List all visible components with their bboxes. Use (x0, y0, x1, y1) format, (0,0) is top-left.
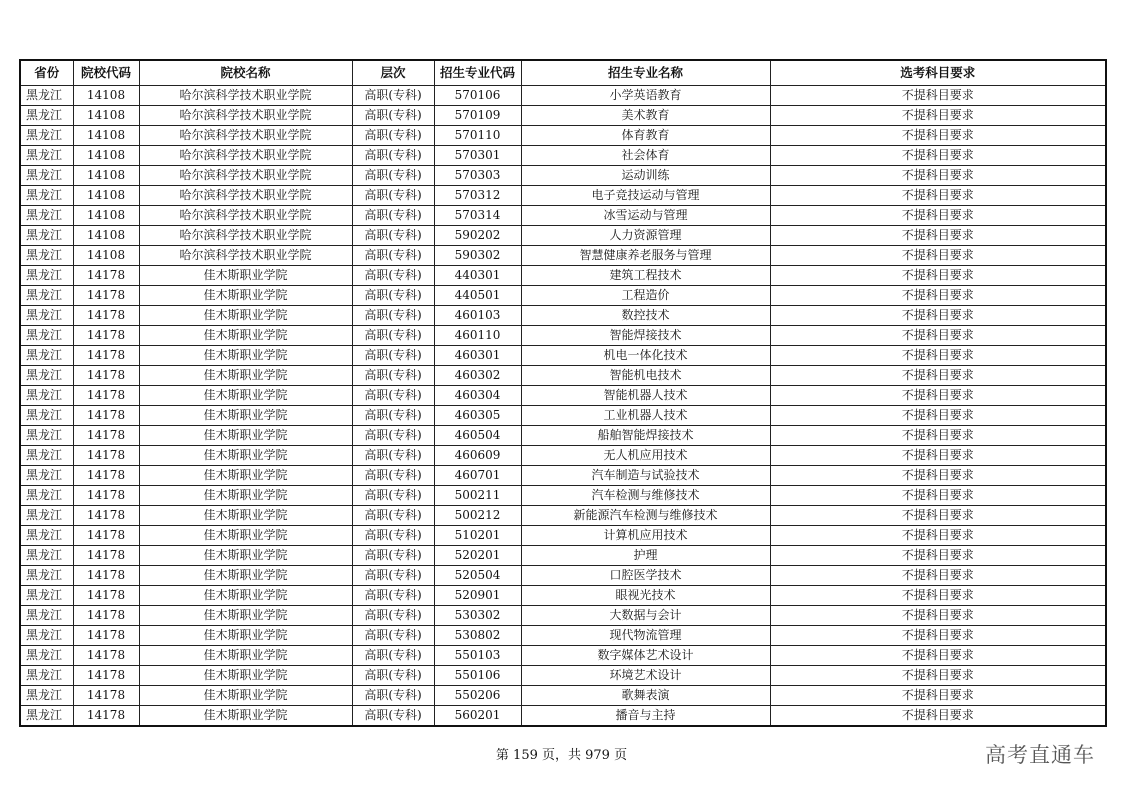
cell-school-code: 14108 (73, 166, 139, 186)
cell-level: 高职(专科) (352, 346, 434, 366)
cell-major-name: 电子竞技运动与管理 (521, 186, 770, 206)
cell-major-code: 520201 (434, 546, 521, 566)
table-row (20, 106, 1106, 126)
cell-school-code: 14178 (73, 266, 139, 286)
cell-major-name: 工业机器人技术 (521, 406, 770, 426)
cell-school-name: 佳木斯职业学院 (139, 626, 352, 646)
cell-subject-requirement: 不提科目要求 (770, 86, 1106, 106)
cell-school-name: 佳木斯职业学院 (139, 686, 352, 706)
cell-major-name: 工程造价 (521, 286, 770, 306)
cell-subject-requirement: 不提科目要求 (770, 666, 1106, 686)
cell-school-code: 14178 (73, 286, 139, 306)
cell-level: 高职(专科) (352, 226, 434, 246)
cell-subject-requirement: 不提科目要求 (770, 226, 1106, 246)
cell-major-code: 460304 (434, 386, 521, 406)
cell-school-code: 14178 (73, 466, 139, 486)
cell-major-name: 建筑工程技术 (521, 266, 770, 286)
cell-major-name: 大数据与会计 (521, 606, 770, 626)
cell-province: 黑龙江 (20, 546, 73, 566)
cell-subject-requirement: 不提科目要求 (770, 586, 1106, 606)
cell-school-name: 哈尔滨科学技术职业学院 (139, 166, 352, 186)
cell-major-code: 460110 (434, 326, 521, 346)
cell-school-code: 14108 (73, 226, 139, 246)
table-row (20, 286, 1106, 306)
cell-subject-requirement: 不提科目要求 (770, 166, 1106, 186)
cell-level: 高职(专科) (352, 126, 434, 146)
cell-major-code: 570301 (434, 146, 521, 166)
cell-major-code: 460504 (434, 426, 521, 446)
cell-school-code: 14178 (73, 506, 139, 526)
table-header (20, 60, 1106, 86)
cell-school-name: 佳木斯职业学院 (139, 286, 352, 306)
table-row (20, 266, 1106, 286)
cell-province: 黑龙江 (20, 326, 73, 346)
cell-subject-requirement: 不提科目要求 (770, 526, 1106, 546)
cell-school-name: 哈尔滨科学技术职业学院 (139, 146, 352, 166)
cell-major-name: 人力资源管理 (521, 226, 770, 246)
cell-subject-requirement: 不提科目要求 (770, 646, 1106, 666)
table-row (20, 246, 1106, 266)
cell-school-name: 佳木斯职业学院 (139, 386, 352, 406)
table-row (20, 186, 1106, 206)
cell-school-code: 14178 (73, 566, 139, 586)
cell-level: 高职(专科) (352, 246, 434, 266)
cell-school-name: 佳木斯职业学院 (139, 406, 352, 426)
cell-major-name: 美术教育 (521, 106, 770, 126)
cell-major-name: 机电一体化技术 (521, 346, 770, 366)
cell-school-name: 佳木斯职业学院 (139, 586, 352, 606)
cell-school-name: 佳木斯职业学院 (139, 266, 352, 286)
cell-level: 高职(专科) (352, 446, 434, 466)
cell-major-name: 口腔医学技术 (521, 566, 770, 586)
cell-major-code: 570312 (434, 186, 521, 206)
cell-level: 高职(专科) (352, 86, 434, 106)
cell-level: 高职(专科) (352, 286, 434, 306)
cell-province: 黑龙江 (20, 86, 73, 106)
cell-school-code: 14178 (73, 606, 139, 626)
table-row (20, 306, 1106, 326)
cell-major-name: 智慧健康养老服务与管理 (521, 246, 770, 266)
cell-school-code: 14178 (73, 646, 139, 666)
cell-school-name: 哈尔滨科学技术职业学院 (139, 126, 352, 146)
cell-school-code: 14178 (73, 586, 139, 606)
cell-major-code: 550206 (434, 686, 521, 706)
cell-subject-requirement: 不提科目要求 (770, 306, 1106, 326)
cell-school-code: 14178 (73, 326, 139, 346)
cell-school-code: 14108 (73, 246, 139, 266)
cell-major-name: 无人机应用技术 (521, 446, 770, 466)
cell-province: 黑龙江 (20, 186, 73, 206)
cell-school-name: 哈尔滨科学技术职业学院 (139, 226, 352, 246)
cell-major-code: 440501 (434, 286, 521, 306)
cell-level: 高职(专科) (352, 326, 434, 346)
cell-major-name: 智能机器人技术 (521, 386, 770, 406)
cell-school-code: 14178 (73, 306, 139, 326)
cell-province: 黑龙江 (20, 446, 73, 466)
cell-major-code: 500212 (434, 506, 521, 526)
watermark-text: 高考直通车 (985, 743, 1095, 767)
cell-school-code: 14178 (73, 486, 139, 506)
cell-level: 高职(专科) (352, 366, 434, 386)
cell-province: 黑龙江 (20, 386, 73, 406)
cell-school-name: 哈尔滨科学技术职业学院 (139, 86, 352, 106)
cell-school-name: 哈尔滨科学技术职业学院 (139, 106, 352, 126)
cell-school-code: 14108 (73, 206, 139, 226)
table-row (20, 686, 1106, 706)
cell-level: 高职(专科) (352, 606, 434, 626)
cell-school-name: 佳木斯职业学院 (139, 306, 352, 326)
cell-major-code: 460302 (434, 366, 521, 386)
cell-subject-requirement: 不提科目要求 (770, 126, 1106, 146)
cell-school-name: 佳木斯职业学院 (139, 366, 352, 386)
table-row (20, 486, 1106, 506)
table-row (20, 226, 1106, 246)
cell-province: 黑龙江 (20, 426, 73, 446)
header-school-code: 院校代码 (73, 60, 139, 86)
cell-level: 高职(专科) (352, 166, 434, 186)
cell-subject-requirement: 不提科目要求 (770, 146, 1106, 166)
cell-major-code: 570314 (434, 206, 521, 226)
cell-province: 黑龙江 (20, 686, 73, 706)
cell-level: 高职(专科) (352, 406, 434, 426)
cell-major-name: 数控技术 (521, 306, 770, 326)
cell-school-code: 14178 (73, 686, 139, 706)
cell-major-code: 570303 (434, 166, 521, 186)
table-row (20, 706, 1106, 727)
cell-school-code: 14178 (73, 706, 139, 727)
cell-province: 黑龙江 (20, 566, 73, 586)
cell-subject-requirement: 不提科目要求 (770, 686, 1106, 706)
cell-level: 高职(专科) (352, 706, 434, 727)
cell-subject-requirement: 不提科目要求 (770, 346, 1106, 366)
table-row (20, 406, 1106, 426)
cell-school-code: 14108 (73, 126, 139, 146)
cell-school-code: 14178 (73, 426, 139, 446)
table-row (20, 466, 1106, 486)
cell-subject-requirement: 不提科目要求 (770, 246, 1106, 266)
cell-province: 黑龙江 (20, 486, 73, 506)
table-row (20, 566, 1106, 586)
cell-school-code: 14108 (73, 106, 139, 126)
cell-province: 黑龙江 (20, 526, 73, 546)
cell-province: 黑龙江 (20, 586, 73, 606)
cell-school-code: 14178 (73, 666, 139, 686)
cell-level: 高职(专科) (352, 386, 434, 406)
cell-level: 高职(专科) (352, 106, 434, 126)
cell-subject-requirement: 不提科目要求 (770, 546, 1106, 566)
cell-subject-requirement: 不提科目要求 (770, 446, 1106, 466)
cell-level: 高职(专科) (352, 526, 434, 546)
cell-school-name: 哈尔滨科学技术职业学院 (139, 206, 352, 226)
cell-school-code: 14108 (73, 186, 139, 206)
cell-school-name: 佳木斯职业学院 (139, 466, 352, 486)
cell-subject-requirement: 不提科目要求 (770, 366, 1106, 386)
cell-subject-requirement: 不提科目要求 (770, 626, 1106, 646)
table-row (20, 426, 1106, 446)
page-number: 第 159 页，共 979 页 (495, 748, 628, 763)
cell-school-code: 14108 (73, 146, 139, 166)
cell-major-code: 460305 (434, 406, 521, 426)
table-row (20, 366, 1106, 386)
cell-school-name: 哈尔滨科学技术职业学院 (139, 246, 352, 266)
cell-province: 黑龙江 (20, 206, 73, 226)
cell-subject-requirement: 不提科目要求 (770, 106, 1106, 126)
cell-major-code: 570110 (434, 126, 521, 146)
cell-major-name: 智能焊接技术 (521, 326, 770, 346)
table-row (20, 546, 1106, 566)
cell-school-name: 佳木斯职业学院 (139, 546, 352, 566)
cell-subject-requirement: 不提科目要求 (770, 466, 1106, 486)
cell-school-name: 佳木斯职业学院 (139, 486, 352, 506)
table-row (20, 86, 1106, 106)
cell-subject-requirement: 不提科目要求 (770, 426, 1106, 446)
cell-level: 高职(专科) (352, 266, 434, 286)
cell-major-code: 550106 (434, 666, 521, 686)
cell-subject-requirement: 不提科目要求 (770, 186, 1106, 206)
cell-subject-requirement: 不提科目要求 (770, 486, 1106, 506)
cell-level: 高职(专科) (352, 206, 434, 226)
cell-school-name: 佳木斯职业学院 (139, 706, 352, 727)
table-row (20, 586, 1106, 606)
cell-subject-requirement: 不提科目要求 (770, 406, 1106, 426)
table-body (20, 86, 1106, 727)
cell-school-name: 佳木斯职业学院 (139, 566, 352, 586)
cell-major-code: 460609 (434, 446, 521, 466)
header-row (20, 60, 1106, 86)
table-row (20, 666, 1106, 686)
table-row (20, 646, 1106, 666)
cell-major-name: 运动训练 (521, 166, 770, 186)
cell-major-code: 550103 (434, 646, 521, 666)
cell-level: 高职(专科) (352, 426, 434, 446)
cell-subject-requirement: 不提科目要求 (770, 286, 1106, 306)
cell-level: 高职(专科) (352, 586, 434, 606)
table-row (20, 166, 1106, 186)
cell-province: 黑龙江 (20, 346, 73, 366)
cell-major-code: 530302 (434, 606, 521, 626)
cell-level: 高职(专科) (352, 146, 434, 166)
cell-school-code: 14178 (73, 526, 139, 546)
cell-major-code: 510201 (434, 526, 521, 546)
cell-major-name: 计算机应用技术 (521, 526, 770, 546)
cell-province: 黑龙江 (20, 286, 73, 306)
cell-major-name: 小学英语教育 (521, 86, 770, 106)
cell-major-name: 智能机电技术 (521, 366, 770, 386)
table-row (20, 626, 1106, 646)
cell-major-code: 570109 (434, 106, 521, 126)
cell-major-code: 460701 (434, 466, 521, 486)
cell-major-name: 汽车制造与试验技术 (521, 466, 770, 486)
cell-major-code: 520504 (434, 566, 521, 586)
table-row (20, 386, 1106, 406)
table-row (20, 206, 1106, 226)
cell-subject-requirement: 不提科目要求 (770, 386, 1106, 406)
cell-school-code: 14178 (73, 366, 139, 386)
cell-school-code: 14178 (73, 386, 139, 406)
cell-level: 高职(专科) (352, 646, 434, 666)
cell-major-name: 环境艺术设计 (521, 666, 770, 686)
cell-major-name: 社会体育 (521, 146, 770, 166)
cell-subject-requirement: 不提科目要求 (770, 566, 1106, 586)
cell-major-name: 眼视光技术 (521, 586, 770, 606)
cell-major-name: 体育教育 (521, 126, 770, 146)
cell-subject-requirement: 不提科目要求 (770, 326, 1106, 346)
cell-subject-requirement: 不提科目要求 (770, 506, 1106, 526)
cell-major-name: 船舶智能焊接技术 (521, 426, 770, 446)
cell-province: 黑龙江 (20, 666, 73, 686)
cell-subject-requirement: 不提科目要求 (770, 706, 1106, 727)
cell-province: 黑龙江 (20, 126, 73, 146)
cell-level: 高职(专科) (352, 506, 434, 526)
header-subject-requirement: 选考科目要求 (770, 60, 1106, 86)
cell-school-code: 14178 (73, 546, 139, 566)
cell-province: 黑龙江 (20, 246, 73, 266)
cell-level: 高职(专科) (352, 306, 434, 326)
cell-school-name: 佳木斯职业学院 (139, 606, 352, 626)
cell-school-code: 14178 (73, 346, 139, 366)
cell-major-code: 590302 (434, 246, 521, 266)
header-major-code: 招生专业代码 (434, 60, 521, 86)
cell-school-name: 佳木斯职业学院 (139, 346, 352, 366)
cell-school-name: 佳木斯职业学院 (139, 506, 352, 526)
table-row (20, 326, 1106, 346)
cell-school-code: 14178 (73, 626, 139, 646)
cell-school-name: 哈尔滨科学技术职业学院 (139, 186, 352, 206)
header-school-name: 院校名称 (139, 60, 352, 86)
cell-school-name: 佳木斯职业学院 (139, 446, 352, 466)
admissions-table (19, 59, 1107, 727)
cell-major-name: 冰雪运动与管理 (521, 206, 770, 226)
cell-major-name: 播音与主持 (521, 706, 770, 727)
cell-province: 黑龙江 (20, 146, 73, 166)
cell-major-code: 440301 (434, 266, 521, 286)
cell-major-code: 590202 (434, 226, 521, 246)
table-row (20, 146, 1106, 166)
cell-subject-requirement: 不提科目要求 (770, 206, 1106, 226)
cell-province: 黑龙江 (20, 166, 73, 186)
cell-school-name: 佳木斯职业学院 (139, 426, 352, 446)
cell-school-code: 14178 (73, 406, 139, 426)
table-row (20, 526, 1106, 546)
cell-school-name: 佳木斯职业学院 (139, 666, 352, 686)
cell-major-name: 汽车检测与维修技术 (521, 486, 770, 506)
table-row (20, 446, 1106, 466)
cell-level: 高职(专科) (352, 686, 434, 706)
cell-major-code: 520901 (434, 586, 521, 606)
cell-level: 高职(专科) (352, 566, 434, 586)
cell-level: 高职(专科) (352, 626, 434, 646)
cell-major-code: 560201 (434, 706, 521, 727)
cell-province: 黑龙江 (20, 266, 73, 286)
cell-major-name: 数字媒体艺术设计 (521, 646, 770, 666)
cell-province: 黑龙江 (20, 506, 73, 526)
cell-level: 高职(专科) (352, 466, 434, 486)
cell-school-code: 14108 (73, 86, 139, 106)
cell-level: 高职(专科) (352, 546, 434, 566)
cell-major-name: 歌舞表演 (521, 686, 770, 706)
cell-school-name: 佳木斯职业学院 (139, 526, 352, 546)
cell-province: 黑龙江 (20, 226, 73, 246)
cell-subject-requirement: 不提科目要求 (770, 606, 1106, 626)
cell-province: 黑龙江 (20, 106, 73, 126)
cell-level: 高职(专科) (352, 186, 434, 206)
cell-school-name: 佳木斯职业学院 (139, 326, 352, 346)
cell-province: 黑龙江 (20, 306, 73, 326)
header-province: 省份 (20, 60, 73, 86)
cell-province: 黑龙江 (20, 626, 73, 646)
cell-level: 高职(专科) (352, 486, 434, 506)
cell-province: 黑龙江 (20, 606, 73, 626)
cell-major-code: 530802 (434, 626, 521, 646)
cell-province: 黑龙江 (20, 366, 73, 386)
cell-province: 黑龙江 (20, 466, 73, 486)
cell-province: 黑龙江 (20, 406, 73, 426)
cell-major-name: 现代物流管理 (521, 626, 770, 646)
table-row (20, 506, 1106, 526)
table-row (20, 126, 1106, 146)
cell-province: 黑龙江 (20, 646, 73, 666)
table-row (20, 346, 1106, 366)
cell-province: 黑龙江 (20, 706, 73, 727)
cell-level: 高职(专科) (352, 666, 434, 686)
header-level: 层次 (352, 60, 434, 86)
cell-major-code: 460301 (434, 346, 521, 366)
cell-subject-requirement: 不提科目要求 (770, 266, 1106, 286)
cell-major-code: 460103 (434, 306, 521, 326)
cell-major-name: 护理 (521, 546, 770, 566)
header-major-name: 招生专业名称 (521, 60, 770, 86)
cell-school-name: 佳木斯职业学院 (139, 646, 352, 666)
cell-major-name: 新能源汽车检测与维修技术 (521, 506, 770, 526)
cell-school-code: 14178 (73, 446, 139, 466)
table-row (20, 606, 1106, 626)
cell-major-code: 570106 (434, 86, 521, 106)
cell-major-code: 500211 (434, 486, 521, 506)
